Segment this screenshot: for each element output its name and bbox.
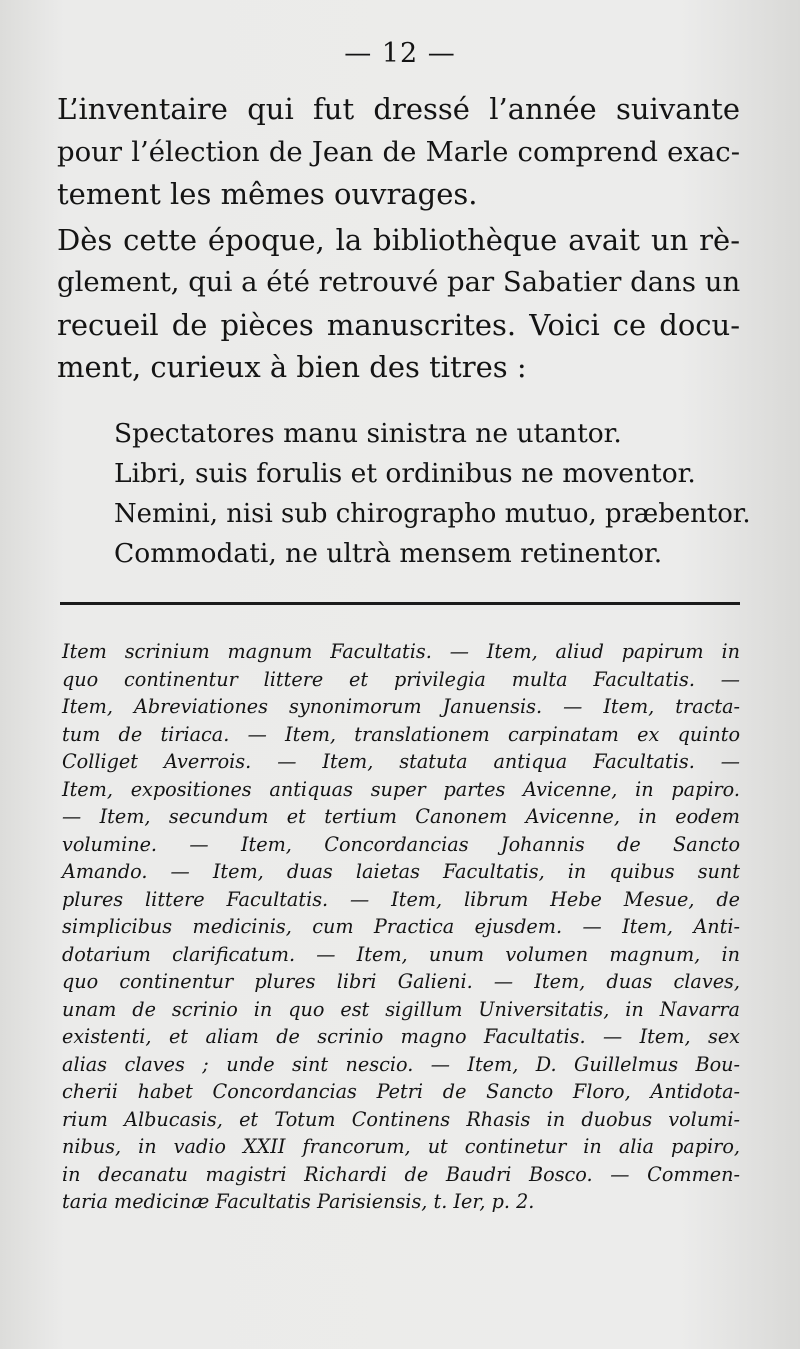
- rule-line: Libri, suis forulis et ordinibus ne moventor.: [114, 458, 696, 489]
- footnote-line: nibus, in vadio XXII francorum, ut continetur in alia papiro,: [62, 1135, 740, 1158]
- text-line: recueil de pièces manuscrites. Voici ce docu-: [57, 307, 740, 342]
- footnote-line: unam de scrinio in quo est sigillum Universitatis, in Navarra: [62, 997, 740, 1021]
- footnote-line: Item scrinium magnum Facultatis. — Item, aliud papirum in: [62, 640, 740, 663]
- footnote-line: Item, expositiones antiquas super partes Avicenne, in papiro.: [62, 777, 740, 801]
- footnote-line: quo continentur plures libri Galieni. — Item, duas claves,: [62, 970, 740, 993]
- text-line: Dès cette époque, la bibliothèque avait un rè-: [57, 222, 740, 257]
- footnote-line: plures littere Facultatis. — Item, librum Hebe Mesue, de: [62, 887, 740, 911]
- footnote-divider: [60, 602, 740, 605]
- library-rules: [114, 414, 754, 574]
- text-line: L’inventaire qui fut dressé l’année suivante: [57, 92, 740, 126]
- text-line: ment, curieux à bien des titres :: [57, 350, 527, 384]
- footnote-line: tum de tiriaca. — Item, translationem carpinatam ex quinto: [62, 722, 740, 746]
- text-line: tement les mêmes ouvrages.: [57, 177, 478, 211]
- footnote-line: Amando. — Item, duas laietas Facultatis, in quibus sunt: [62, 860, 740, 883]
- footnote-line: alias claves ; unde sint nescio. — Item, D. Guillelmus Bou-: [62, 1052, 740, 1076]
- footnote-line: Item, Abreviationes synonimorum Januensis. — Item, tracta-: [62, 695, 740, 718]
- footnote-line: quo continentur littere et privilegia multa Facultatis. —: [62, 667, 740, 691]
- rule-line: Commodati, ne ultrà mensem retinentor.: [114, 538, 663, 569]
- main-text: [57, 88, 740, 389]
- footnote-line: taria medicinæ Facultatis Parisiensis, t. Ier, p. 2.: [62, 1190, 535, 1213]
- text-line: glement, qui a été retrouvé par Sabatier dans un: [57, 266, 741, 298]
- rule-line: Nemini, nisi sub chirographo mutuo, præbentor.: [114, 499, 751, 529]
- footnote-line: cherii habet Concordancias Petri de Sancto Floro, Antidota-: [62, 1080, 740, 1103]
- page-number: — 12 —: [344, 38, 456, 69]
- paragraph-inventaire: [57, 88, 740, 216]
- footnote-line: volumine. — Item, Concordancias Johannis de Sancto: [62, 832, 740, 856]
- footnote-line: — Item, secundum et tertium Canonem Avicenne, in eodem: [62, 805, 740, 828]
- footnote-line: simplicibus medicinis, cum Practica ejusdem. — Item, Anti-: [62, 915, 740, 938]
- text-line: pour l’élection de Jean de Marle comprend exac-: [57, 135, 740, 168]
- paragraph-reglement: [57, 219, 740, 389]
- footnote-line: existenti, et aliam de scrinio magno Facultatis. — Item, sex: [62, 1025, 740, 1048]
- footnote-line: in decanatu magistri Richardi de Baudri Bosco. — Commen-: [62, 1162, 740, 1186]
- footnote-line: dotarium clarificatum. — Item, unum volumen magnum, in: [62, 942, 740, 966]
- footnote-line: rium Albucasis, et Totum Continens Rhasis in duobus volumi-: [62, 1107, 740, 1131]
- footnote-line: Colliget Averrois. — Item, statuta antiqua Facultatis. —: [62, 750, 740, 773]
- rule-line: Spectatores manu sinistra ne utantor.: [114, 418, 622, 449]
- footnote: [62, 638, 740, 1216]
